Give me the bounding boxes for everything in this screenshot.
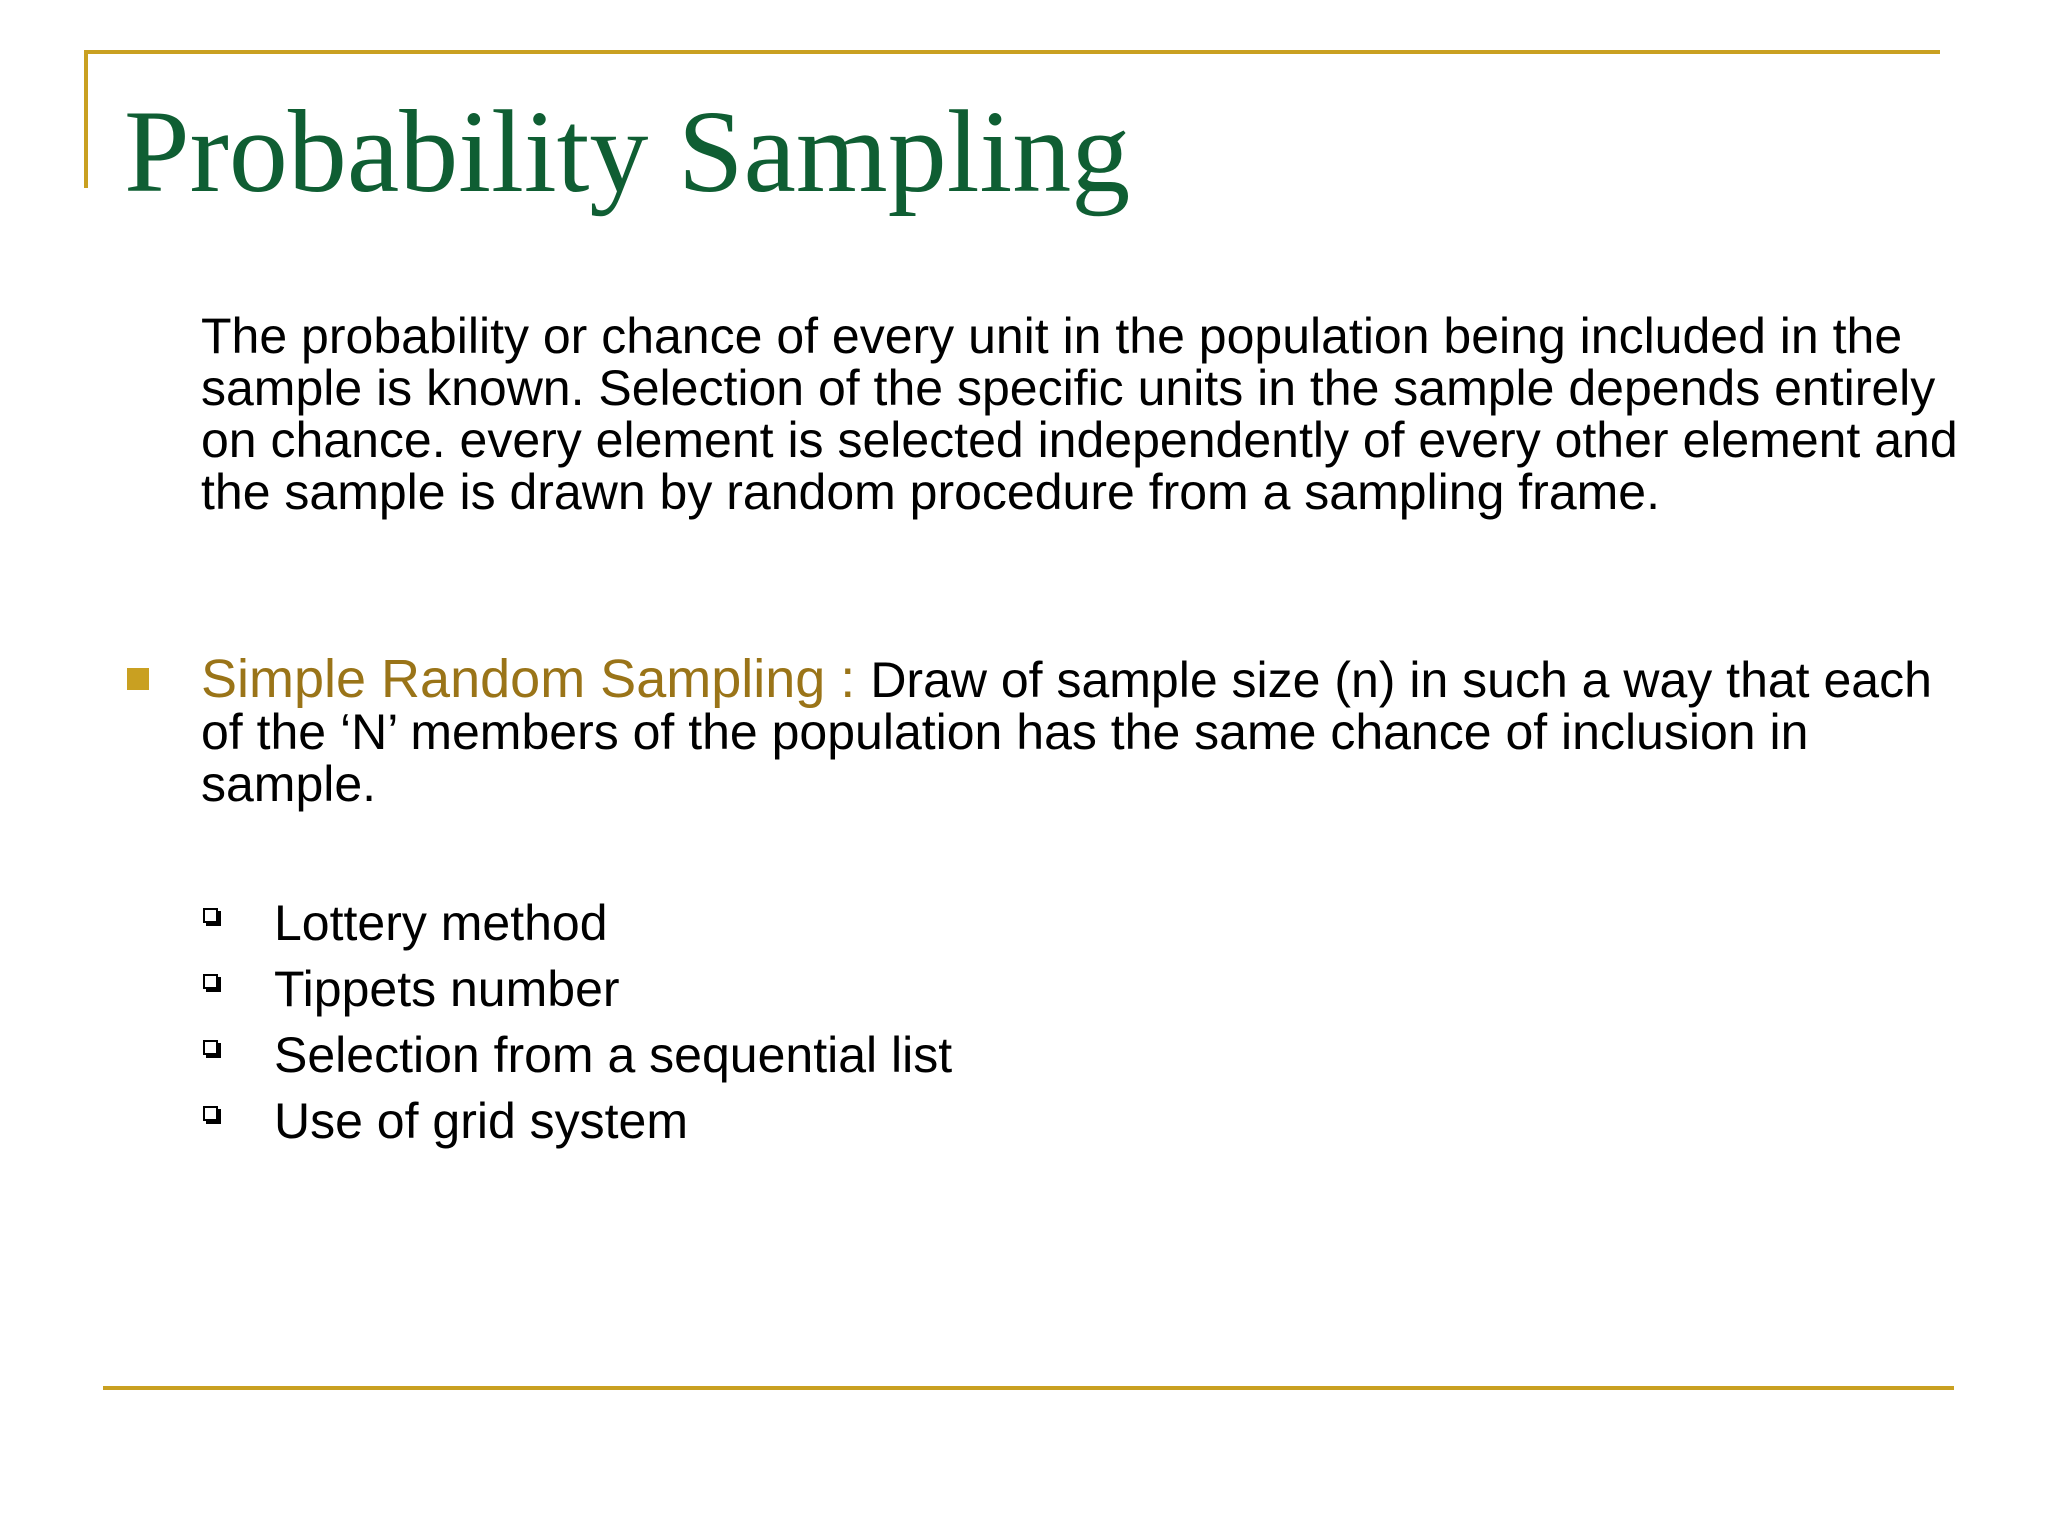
slide-title: Probability Sampling: [124, 86, 1131, 217]
list-item-label: Lottery method: [274, 895, 608, 951]
left-border-line: [84, 50, 88, 188]
checkbox-bullet-icon: [203, 908, 218, 923]
list-item-label: Use of grid system: [274, 1093, 689, 1149]
main-bullet-description: Draw of sample size (n) in such a way that each of the ‘N’ members of the population has the same chance of inclusion in sample.: [201, 652, 1932, 812]
list-item: [201, 1088, 952, 1154]
top-border-line: [84, 50, 1940, 54]
list-item: [201, 956, 952, 1022]
bottom-border-line: [103, 1386, 1954, 1390]
main-bullet-term: Simple Random Sampling :: [201, 649, 871, 709]
sampling-methods-list: [201, 890, 952, 1154]
main-bullet-point: [201, 649, 1961, 812]
checkbox-bullet-icon: [203, 974, 218, 989]
intro-paragraph: The probability or chance of every unit in the population being included in the sample is known. Selection of the specific units in the sample depends entirely on chance. every element is selected independently of every other element and the sample is drawn by random procedure from a sampling frame.: [201, 308, 1958, 520]
list-item: [201, 1022, 952, 1088]
list-item-label: Selection from a sequential list: [274, 1027, 953, 1083]
square-bullet-icon: [127, 668, 149, 690]
checkbox-bullet-icon: [203, 1106, 218, 1121]
checkbox-bullet-icon: [203, 1040, 218, 1055]
list-item-label: Tippets number: [274, 961, 620, 1017]
list-item: [201, 890, 952, 956]
